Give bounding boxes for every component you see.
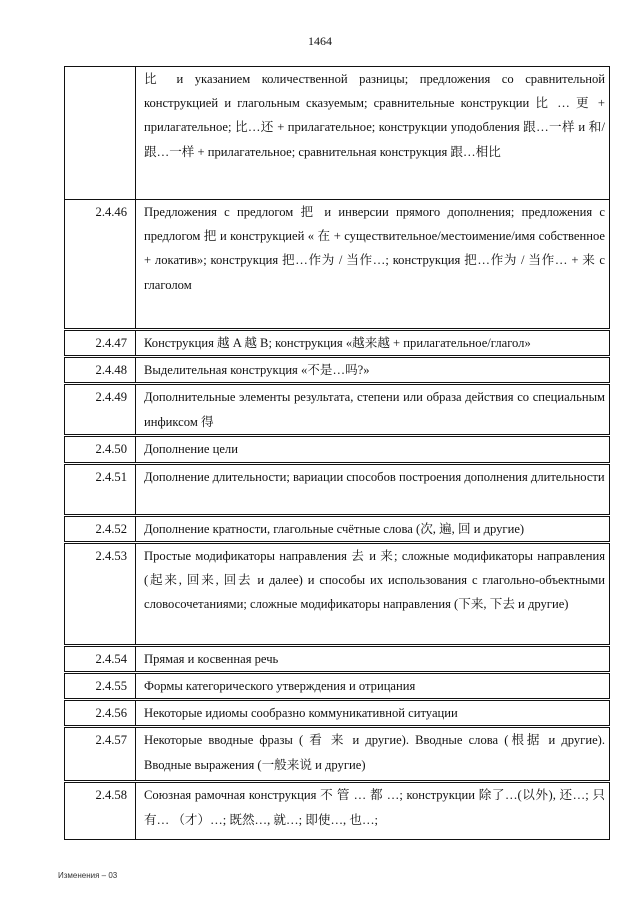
row-code: 2.4.53	[65, 542, 136, 645]
row-text: Некоторые вводные фразы ( 看 来 и другие). Вводные слова (根据 и другие). Вводные выражения (一般来说 и другие)	[136, 727, 610, 782]
table-row	[65, 67, 610, 200]
grammar-table	[64, 66, 610, 840]
row-text: 比 и указанием количественной разницы; предложения со сравнительной конструкцией и глагольным сказуемым; сравнительные конструкции 比 … 更 + прилагательное; 比…还 + прилагательное; конструкции уподобления 跟…一样 и 和/跟…一样 + прилагательное; сравнительная конструкция 跟…相比	[136, 67, 610, 200]
table-row	[65, 727, 610, 782]
row-text: Предложения с предлогом 把 и инверсии прямого дополнения; предложения с предлогом 把 и конструкцией « 在 + существительное/местоимение/имя собственное + локатив»; конструкция 把…作为 / 当作…; конструкция 把…作为 / 当作… + 来 с глаголом	[136, 200, 610, 330]
row-code: 2.4.57	[65, 727, 136, 782]
revision-footer: Изменения – 03	[58, 871, 118, 880]
table-row	[65, 782, 610, 840]
row-code: 2.4.54	[65, 645, 136, 672]
row-code: 2.4.58	[65, 782, 136, 840]
table-row	[65, 515, 610, 542]
row-text: Конструкция 越 A 越 B; конструкция «越来越 + прилагательное/глагол»	[136, 330, 610, 357]
page-number: 1464	[308, 34, 332, 48]
row-text: Союзная рамочная конструкция 不 管 … 都 …; конструкции 除了…(以外), 还…; 只有… （才）…; 既然…, 就…; 即使…, 也…;	[136, 782, 610, 840]
row-code: 2.4.50	[65, 436, 136, 463]
row-text: Дополнение цели	[136, 436, 610, 463]
table-row	[65, 200, 610, 330]
row-code: 2.4.49	[65, 384, 136, 436]
table-row	[65, 542, 610, 645]
row-text: Дополнительные элементы результата, степени или образа действия со специальным инфиксом 得	[136, 384, 610, 436]
table-row	[65, 436, 610, 463]
row-code: 2.4.48	[65, 357, 136, 384]
row-code: 2.4.56	[65, 700, 136, 727]
row-code: 2.4.52	[65, 515, 136, 542]
table-row	[65, 645, 610, 672]
row-code: 2.4.47	[65, 330, 136, 357]
row-code	[65, 67, 136, 200]
row-text: Прямая и косвенная речь	[136, 645, 610, 672]
table-row	[65, 384, 610, 436]
table-row	[65, 463, 610, 515]
row-text: Дополнение длительности; вариации способов построения дополнения длительности	[136, 463, 610, 515]
row-text: Простые модификаторы направления 去 и 来; сложные модификаторы направления (起来, 回来, 回去 и далее) и способы их использования с глагольно-объектными словосочетаниями; сложные модификаторы направления (下来, 下去 и другие)	[136, 542, 610, 645]
row-text: Формы категорического утверждения и отрицания	[136, 673, 610, 700]
table-row	[65, 357, 610, 384]
table-row	[65, 673, 610, 700]
row-code: 2.4.55	[65, 673, 136, 700]
row-code: 2.4.46	[65, 200, 136, 330]
row-text: Выделительная конструкция «不是…吗?»	[136, 357, 610, 384]
row-text: Дополнение кратности, глагольные счётные слова (次, 遍, 回 и другие)	[136, 515, 610, 542]
table-row	[65, 330, 610, 357]
row-code: 2.4.51	[65, 463, 136, 515]
row-text: Некоторые идиомы сообразно коммуникативной ситуации	[136, 700, 610, 727]
table-row	[65, 700, 610, 727]
